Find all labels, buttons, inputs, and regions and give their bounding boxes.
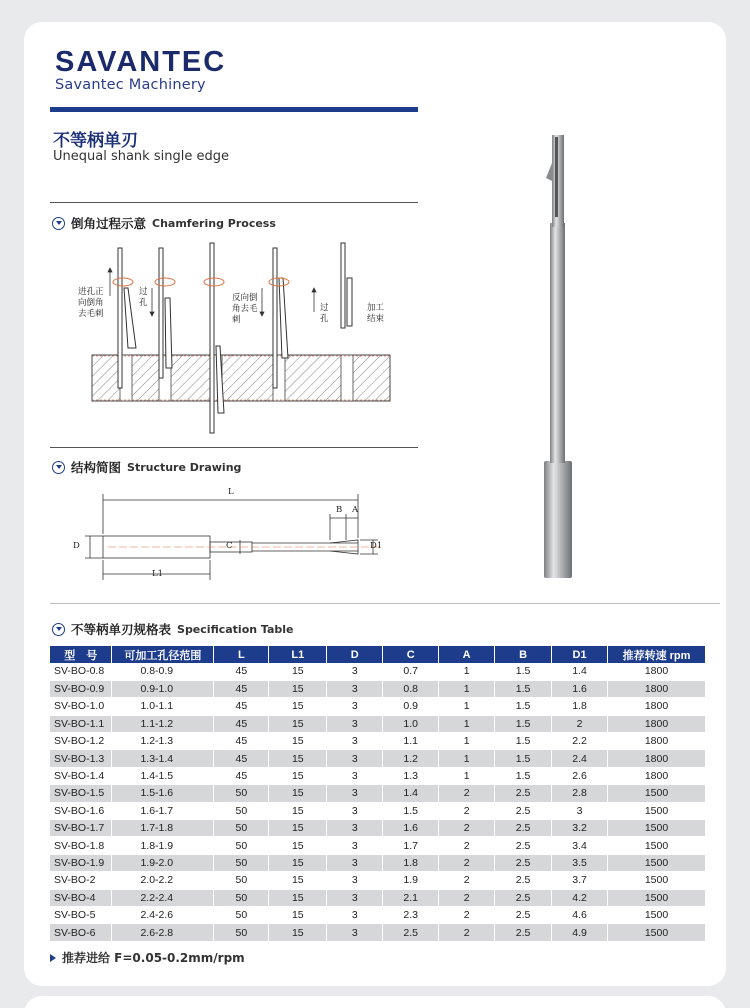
table-cell: 15 — [269, 767, 327, 784]
process-step5-label — [367, 303, 384, 325]
dim-label-C: C — [226, 541, 233, 551]
table-cell: 3 — [327, 785, 383, 802]
process-step3-line2: 角去毛 — [232, 304, 258, 314]
table-cell: 2.6-2.8 — [112, 924, 214, 941]
table-cell: 1.5 — [495, 715, 552, 732]
table-row — [50, 715, 706, 732]
table-cell: 0.8 — [383, 680, 439, 697]
table-cell: 2 — [439, 854, 495, 871]
table-cell: SV-BO-4 — [50, 889, 112, 906]
table-cell: 1800 — [608, 663, 706, 680]
table-cell: 2.2-2.4 — [112, 889, 214, 906]
table-cell: 2.5 — [495, 785, 552, 802]
table-cell: 45 — [214, 733, 269, 750]
col-header-D: D — [327, 646, 383, 663]
table-cell: 1.5 — [495, 767, 552, 784]
table-cell: 3.2 — [552, 820, 608, 837]
table-cell: 3 — [327, 680, 383, 697]
divider — [50, 447, 418, 448]
table-cell: SV-BO-1.4 — [50, 767, 112, 784]
process-step4-line2: 孔 — [320, 314, 329, 324]
process-step3-label — [232, 293, 258, 326]
table-cell: 1.0-1.1 — [112, 698, 214, 715]
table-cell: 1.5 — [383, 802, 439, 819]
table-cell: 2 — [439, 820, 495, 837]
table-cell: SV-BO-2 — [50, 872, 112, 889]
table-row — [50, 837, 706, 854]
table-cell: 1 — [439, 663, 495, 680]
table-cell: 45 — [214, 663, 269, 680]
table-cell: 3 — [327, 872, 383, 889]
table-cell: 15 — [269, 872, 327, 889]
table-cell: 1.9 — [383, 872, 439, 889]
table-row — [50, 750, 706, 767]
table-cell: 2.5 — [495, 820, 552, 837]
col-header-rpm: 推荐转速 rpm — [608, 646, 706, 663]
table-cell: 1.6 — [383, 820, 439, 837]
col-header-L1: L1 — [269, 646, 327, 663]
table-cell: 3 — [327, 698, 383, 715]
table-cell: 15 — [269, 820, 327, 837]
chamfering-process-diagram — [62, 238, 392, 443]
table-cell: 15 — [269, 733, 327, 750]
table-cell: 1.3-1.4 — [112, 750, 214, 767]
table-cell: SV-BO-1.3 — [50, 750, 112, 767]
table-cell: 1.4 — [552, 663, 608, 680]
table-cell: 1 — [439, 750, 495, 767]
table-cell: 1500 — [608, 785, 706, 802]
table-cell: 2.5 — [495, 872, 552, 889]
table-cell: 50 — [214, 889, 269, 906]
table-row — [50, 906, 706, 923]
table-cell: SV-BO-1.1 — [50, 715, 112, 732]
table-cell: 2.8 — [552, 785, 608, 802]
table-row — [50, 680, 706, 697]
table-cell: 50 — [214, 906, 269, 923]
table-cell: 3 — [327, 889, 383, 906]
table-cell: 2.5 — [495, 889, 552, 906]
table-cell: 2 — [439, 872, 495, 889]
table-cell: 1.7 — [383, 837, 439, 854]
table-cell: 3 — [327, 750, 383, 767]
table-cell: 1.8 — [383, 854, 439, 871]
table-cell: 1500 — [608, 906, 706, 923]
table-cell: 3 — [327, 663, 383, 680]
table-cell: SV-BO-0.8 — [50, 663, 112, 680]
dim-label-A: A — [352, 505, 359, 515]
table-cell: SV-BO-6 — [50, 924, 112, 941]
brand-subtitle: Savantec Machinery — [55, 77, 206, 93]
table-row — [50, 785, 706, 802]
table-cell: 1.5 — [495, 750, 552, 767]
process-step1-line3: 去毛刺 — [78, 309, 104, 319]
table-cell: 1.1 — [383, 733, 439, 750]
table-cell: 15 — [269, 698, 327, 715]
process-step3-line3: 刺 — [232, 315, 241, 325]
table-cell: 1.5 — [495, 680, 552, 697]
table-cell: 1 — [439, 733, 495, 750]
section-spec-en: Specification Table — [177, 622, 294, 636]
process-step4-line1: 过 — [320, 303, 329, 313]
table-cell: 0.9-1.0 — [112, 680, 214, 697]
table-cell: 45 — [214, 715, 269, 732]
table-cell: 1.6 — [552, 680, 608, 697]
table-cell: 1.4 — [383, 785, 439, 802]
table-cell: 1800 — [608, 715, 706, 732]
table-cell: 45 — [214, 698, 269, 715]
table-row — [50, 854, 706, 871]
table-cell: 15 — [269, 889, 327, 906]
process-step3-line1: 反向倒 — [232, 293, 258, 303]
next-card — [24, 996, 726, 1008]
table-cell: SV-BO-0.9 — [50, 680, 112, 697]
table-cell: 0.9 — [383, 698, 439, 715]
table-cell: 2.3 — [383, 906, 439, 923]
table-cell: SV-BO-1.2 — [50, 733, 112, 750]
table-cell: 15 — [269, 906, 327, 923]
table-cell: 2.4 — [552, 750, 608, 767]
table-cell: 1.8-1.9 — [112, 837, 214, 854]
table-cell: 1 — [439, 767, 495, 784]
table-row — [50, 872, 706, 889]
table-row — [50, 767, 706, 784]
table-row — [50, 820, 706, 837]
table-cell: 1800 — [608, 767, 706, 784]
process-step1-line1: 进孔正 — [78, 287, 104, 297]
table-cell: 3 — [327, 837, 383, 854]
table-cell: 3.4 — [552, 837, 608, 854]
chevron-circle-icon — [52, 461, 65, 474]
table-cell: 50 — [214, 820, 269, 837]
table-cell: 2.6 — [552, 767, 608, 784]
col-header-model: 型 号 — [50, 646, 112, 663]
table-cell: 3 — [327, 733, 383, 750]
table-cell: 3 — [327, 767, 383, 784]
table-cell: 50 — [214, 785, 269, 802]
table-cell: 1 — [439, 715, 495, 732]
specification-table — [50, 646, 706, 942]
section-spec-heading — [52, 620, 294, 638]
chevron-circle-icon — [52, 623, 65, 636]
table-cell: 2.1 — [383, 889, 439, 906]
section-spec-cn: 不等柄单刃规格表 — [71, 622, 172, 637]
table-cell: 15 — [269, 680, 327, 697]
table-cell: 0.8-0.9 — [112, 663, 214, 680]
product-title-cn: 不等柄单刃 — [53, 131, 138, 151]
table-cell: 3 — [327, 820, 383, 837]
table-cell: 2 — [439, 889, 495, 906]
table-cell: SV-BO-1.6 — [50, 802, 112, 819]
table-cell: 1500 — [608, 854, 706, 871]
table-cell: 0.7 — [383, 663, 439, 680]
table-header-row — [50, 646, 706, 663]
table-cell: 1 — [439, 698, 495, 715]
table-cell: 50 — [214, 924, 269, 941]
table-cell: 15 — [269, 785, 327, 802]
table-cell: 3 — [327, 715, 383, 732]
section-chamfering-cn: 倒角过程示意 — [71, 216, 147, 231]
table-cell: 1.0 — [383, 715, 439, 732]
table-cell: 1 — [439, 680, 495, 697]
dim-label-L: L — [228, 487, 234, 497]
table-row — [50, 889, 706, 906]
table-cell: 50 — [214, 802, 269, 819]
table-cell: SV-BO-1.9 — [50, 854, 112, 871]
section-structure-heading — [52, 458, 241, 476]
table-cell: 4.6 — [552, 906, 608, 923]
table-cell: 15 — [269, 750, 327, 767]
process-step2-line2: 孔 — [139, 298, 148, 308]
table-cell: SV-BO-1.7 — [50, 820, 112, 837]
table-cell: 15 — [269, 663, 327, 680]
table-cell: 1500 — [608, 802, 706, 819]
process-step2-line1: 过 — [139, 287, 148, 297]
table-cell: 45 — [214, 680, 269, 697]
process-step5-line1: 加工 — [367, 303, 385, 313]
table-cell: 1800 — [608, 750, 706, 767]
col-header-C: C — [383, 646, 439, 663]
table-cell: 3 — [327, 854, 383, 871]
table-cell: 2.0-2.2 — [112, 872, 214, 889]
process-step1-label — [78, 287, 104, 320]
table-cell: 15 — [269, 924, 327, 941]
table-cell: 15 — [269, 802, 327, 819]
table-cell: 2.5 — [495, 802, 552, 819]
table-cell: 1.2-1.3 — [112, 733, 214, 750]
table-row — [50, 924, 706, 941]
table-cell: 1.2 — [383, 750, 439, 767]
brand-logo — [55, 48, 226, 93]
table-cell: 1800 — [608, 680, 706, 697]
tool-product-image — [539, 133, 579, 583]
table-cell: 2 — [439, 837, 495, 854]
table-cell: 1.1-1.2 — [112, 715, 214, 732]
table-row — [50, 802, 706, 819]
table-cell: 1.5 — [495, 698, 552, 715]
table-cell: 1500 — [608, 924, 706, 941]
table-cell: 3 — [552, 802, 608, 819]
table-cell: 50 — [214, 872, 269, 889]
triangle-right-icon — [50, 954, 56, 962]
section-chamfering-heading — [52, 214, 276, 232]
table-cell: SV-BO-1.0 — [50, 698, 112, 715]
table-cell: 1.4-1.5 — [112, 767, 214, 784]
dim-label-D: D — [73, 541, 80, 551]
table-row — [50, 733, 706, 750]
table-row — [50, 663, 706, 680]
table-cell: 3.5 — [552, 854, 608, 871]
table-cell: 45 — [214, 750, 269, 767]
dim-label-L1: L1 — [152, 569, 164, 579]
table-cell: 2 — [439, 924, 495, 941]
section-structure-cn: 结构简图 — [71, 460, 122, 475]
section-structure-en: Structure Drawing — [127, 460, 242, 474]
chevron-circle-icon — [52, 217, 65, 230]
table-cell: 2.2 — [552, 733, 608, 750]
table-cell: 3 — [327, 802, 383, 819]
table-cell: 1.9-2.0 — [112, 854, 214, 871]
process-step5-line2: 结束 — [367, 314, 385, 324]
product-title-en: Unequal shank single edge — [53, 149, 229, 164]
table-cell: 1500 — [608, 837, 706, 854]
table-cell: SV-BO-1.5 — [50, 785, 112, 802]
table-cell: 15 — [269, 837, 327, 854]
table-cell: 1800 — [608, 698, 706, 715]
table-cell: 2.4-2.6 — [112, 906, 214, 923]
table-cell: 4.2 — [552, 889, 608, 906]
feed-note — [50, 949, 245, 966]
table-cell: 4.9 — [552, 924, 608, 941]
col-header-range: 可加工孔径范围 — [112, 646, 214, 663]
table-cell: 2.5 — [383, 924, 439, 941]
structure-drawing — [80, 482, 400, 587]
table-cell: 2.5 — [495, 837, 552, 854]
divider — [50, 202, 418, 203]
table-cell: 15 — [269, 715, 327, 732]
table-row — [50, 698, 706, 715]
table-cell: 2 — [439, 906, 495, 923]
table-cell: 1500 — [608, 872, 706, 889]
col-header-L: L — [214, 646, 269, 663]
table-cell: 3.7 — [552, 872, 608, 889]
col-header-B: B — [495, 646, 552, 663]
col-header-D1: D1 — [552, 646, 608, 663]
process-step2-label — [139, 287, 148, 309]
table-cell: 1.8 — [552, 698, 608, 715]
table-cell: 1.5-1.6 — [112, 785, 214, 802]
table-cell: 2.5 — [495, 854, 552, 871]
table-cell: 15 — [269, 854, 327, 871]
table-cell: 3 — [327, 906, 383, 923]
table-cell: 50 — [214, 854, 269, 871]
brand-name: SAVANTEC — [55, 46, 227, 78]
process-step1-line2: 向倒角 — [78, 298, 104, 308]
table-cell: 50 — [214, 837, 269, 854]
table-cell: SV-BO-5 — [50, 906, 112, 923]
table-cell: 3 — [327, 924, 383, 941]
table-cell: 1.6-1.7 — [112, 802, 214, 819]
table-cell: 2 — [552, 715, 608, 732]
table-cell: 2.5 — [495, 924, 552, 941]
section-chamfering-en: Chamfering Process — [152, 216, 276, 230]
dim-label-B: B — [336, 505, 343, 515]
table-cell: 1500 — [608, 820, 706, 837]
table-cell: 2.5 — [495, 906, 552, 923]
dim-label-D1: D1 — [370, 541, 383, 551]
table-cell: 1.5 — [495, 663, 552, 680]
col-header-A: A — [439, 646, 495, 663]
table-cell: 1800 — [608, 733, 706, 750]
divider — [50, 603, 720, 604]
table-cell: 45 — [214, 767, 269, 784]
table-cell: 2 — [439, 785, 495, 802]
table-cell: 1.5 — [495, 733, 552, 750]
table-cell: 1.3 — [383, 767, 439, 784]
header-rule — [50, 107, 418, 112]
table-cell: 1500 — [608, 889, 706, 906]
feed-note-text: 推荐进给 F=0.05-0.2mm/rpm — [62, 951, 245, 965]
process-step4-label — [320, 303, 329, 325]
table-cell: 1.7-1.8 — [112, 820, 214, 837]
table-cell: SV-BO-1.8 — [50, 837, 112, 854]
table-cell: 2 — [439, 802, 495, 819]
